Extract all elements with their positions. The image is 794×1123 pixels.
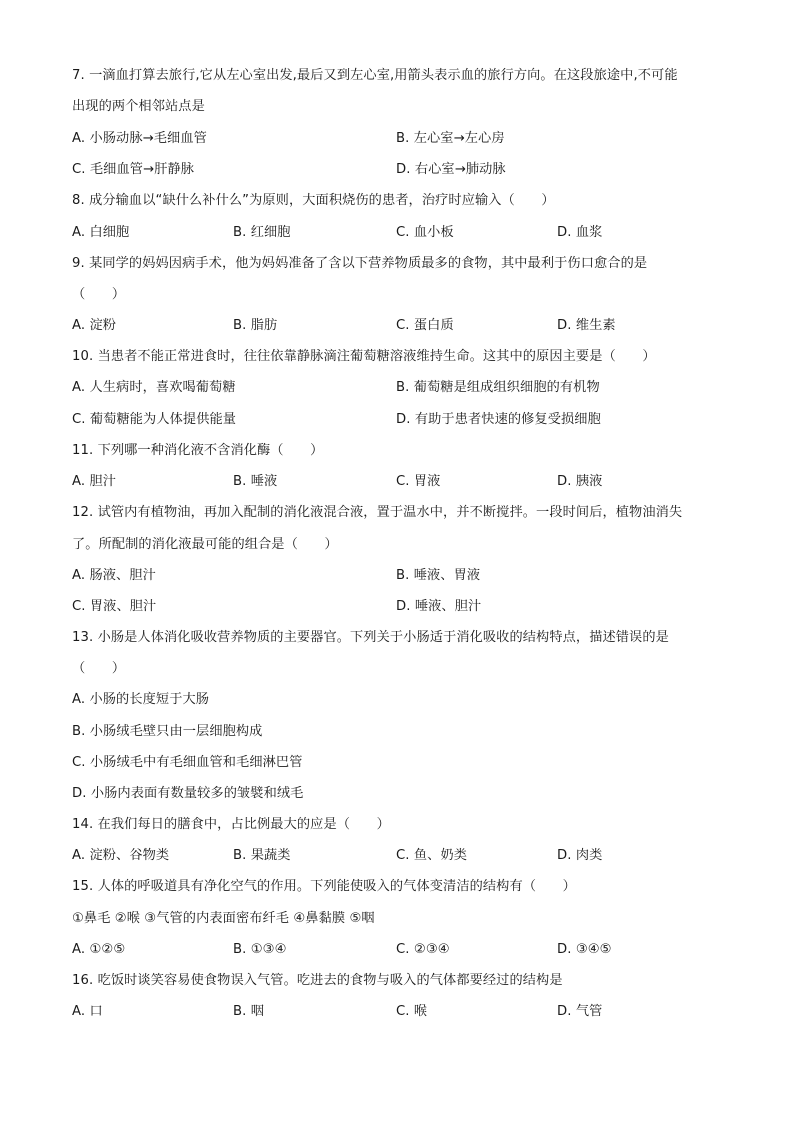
question-9-option-c: C. 蛋白质 [396,318,454,333]
question-8-option-d: D. 血浆 [557,225,603,240]
question-15-option-c: C. ②③④ [396,942,450,957]
question-13-option-d: D. 小肠内表面有数量较多的皱襞和绒毛 [72,786,304,801]
question-10-option-a: A. 人生病时，喜欢喝葡萄糖 [72,380,236,395]
question-14-option-b: B. 果蔬类 [233,848,291,863]
question-7-stem-line-1: 7. 一滴血打算去旅行,它从左心室出发,最后又到左心室,用箭头表示血的旅行方向。在这段旅途中,不可能 [72,68,678,83]
question-16-stem: 16. 吃饭时谈笑容易使食物误入气管。吃进去的食物与吸入的气体都要经过的结构是 [72,973,563,988]
question-12-option-a: A. 肠液、胆汁 [72,568,156,583]
question-12-option-b: B. 唾液、胃液 [396,568,481,583]
question-11-option-a: A. 胆汁 [72,474,117,489]
question-12-stem-line-1: 12. 试管内有植物油，再加入配制的消化液混合液，置于温水中，并不断搅拌。一段时间后，植物油消失 [72,505,683,520]
question-15-option-b: B. ①③④ [233,942,287,957]
question-14-option-c: C. 鱼、奶类 [396,848,468,863]
question-11-stem: 11. 下列哪一种消化液不含消化酶（ ） [72,443,324,458]
question-9-stem-line-1: 9. 某同学的妈妈因病手术，他为妈妈准备了含以下营养物质最多的食物，其中最利于伤口愈合的是 [72,256,648,271]
question-14-option-a: A. 淀粉、谷物类 [72,848,170,863]
question-15-stem-line-1: 15. 人体的呼吸道具有净化空气的作用。下列能使吸入的气体变清洁的结构有（ ） [72,879,576,894]
question-14-option-d: D. 肉类 [557,848,603,863]
question-7-stem-line-2: 出现的两个相邻站点是 [72,99,205,114]
question-9-option-a: A. 淀粉 [72,318,117,333]
question-11-option-b: B. 唾液 [233,474,278,489]
question-16-option-d: D. 气管 [557,1004,603,1019]
question-16-option-a: A. 口 [72,1004,103,1019]
question-12-option-c: C. 胃液、胆汁 [72,599,157,614]
question-8-option-a: A. 白细胞 [72,225,130,240]
question-13-option-a: A. 小肠的长度短于大肠 [72,692,210,707]
question-10-option-d: D. 有助于患者快速的修复受损细胞 [396,412,601,427]
question-8-option-b: B. 红细胞 [233,225,291,240]
question-10-stem: 10. 当患者不能正常进食时，往往依靠静脉滴注葡萄糖溶液维持生命。这其中的原因主要是（ ） [72,349,656,364]
question-16-option-b: B. 咽 [233,1004,265,1019]
question-15-stem-line-2: ①鼻毛 ②喉 ③气管的内表面密布纤毛 ④鼻黏膜 ⑤咽 [72,911,375,926]
question-15-option-d: D. ③④⑤ [557,942,612,957]
question-8-stem: 8. 成分输血以“缺什么补什么”为原则，大面积烧伤的患者，治疗时应输入（ ） [72,193,555,208]
question-7-option-b: B. 左心室→左心房 [396,131,505,146]
question-12-stem-line-2: 了。所配制的消化液最可能的组合是（ ） [72,537,338,552]
question-13-option-c: C. 小肠绒毛中有毛细血管和毛细淋巴管 [72,755,303,770]
question-13-stem-line-1: 13. 小肠是人体消化吸收营养物质的主要器官。下列关于小肠适于消化吸收的结构特点，描述错误的是 [72,630,669,645]
question-12-option-d: D. 唾液、胆汁 [396,599,482,614]
question-14-stem: 14. 在我们每日的膳食中，占比例最大的应是（ ） [72,817,390,832]
question-13-stem-line-2: （ ） [72,661,126,676]
question-11-option-d: D. 胰液 [557,474,603,489]
question-13-option-b: B. 小肠绒毛壁只由一层细胞构成 [72,724,263,739]
question-15-option-a: A. ①②⑤ [72,942,126,957]
question-9-stem-line-2: （ ） [72,287,126,302]
question-7-option-d: D. 右心室→肺动脉 [396,162,506,177]
question-11-option-c: C. 胃液 [396,474,441,489]
question-16-option-c: C. 喉 [396,1004,428,1019]
question-9-option-b: B. 脂肪 [233,318,278,333]
question-7-option-a: A. 小肠动脉→毛细血管 [72,131,207,146]
question-7-option-c: C. 毛细血管→肝静脉 [72,162,195,177]
question-8-option-c: C. 血小板 [396,225,454,240]
question-10-option-c: C. 葡萄糖能为人体提供能量 [72,412,237,427]
question-9-option-d: D. 维生素 [557,318,616,333]
question-10-option-b: B. 葡萄糖是组成组织细胞的有机物 [396,380,600,395]
